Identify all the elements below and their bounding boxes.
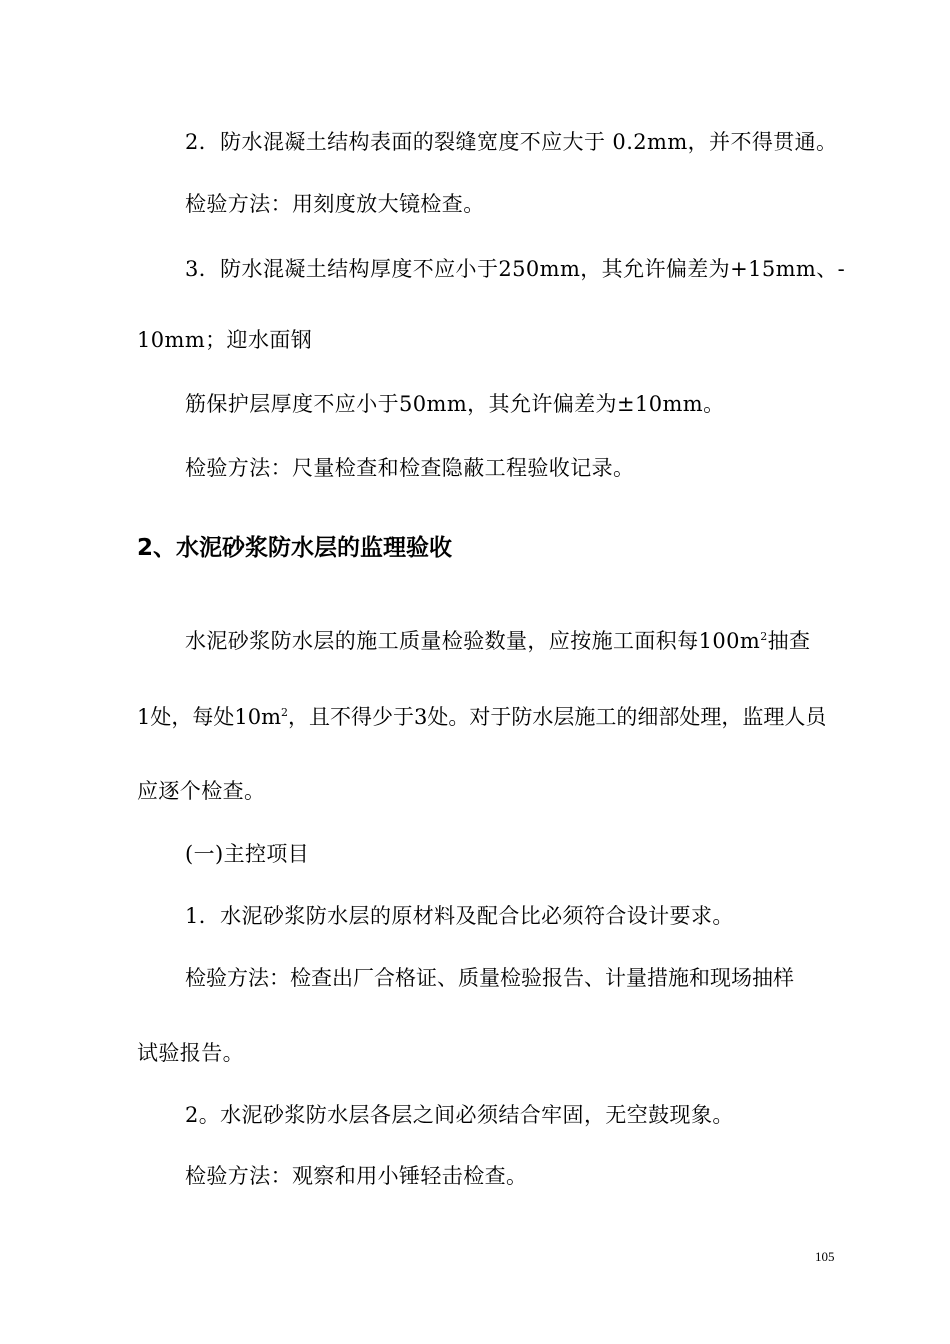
paragraph-text: 1处，每处10m — [137, 705, 281, 729]
text-line-inspection-method-hammer: 检验方法：观察和用小锤轻击检查。 — [185, 1164, 528, 1188]
text-line-layer-bonding: 2。水泥砂浆防水层各层之间必须结合牢固，无空鼓现象。 — [185, 1103, 734, 1127]
paragraph-text: 水泥砂浆防水层的施工质量检验数量，应按施工面积每100m — [185, 629, 761, 653]
text-line-inspection-method-magnifier: 检验方法：用刻度放大镜检查。 — [185, 192, 485, 216]
text-line-rebar-cover: 筋保护层厚度不应小于50mm，其允许偏差为±10mm。 — [185, 392, 725, 416]
text-line-test-report: 试验报告。 — [137, 1041, 244, 1065]
paragraph-line-quantity — [185, 628, 810, 654]
paragraph-line-sampling — [137, 704, 826, 730]
text-line-inspection-method-certificates: 检验方法：检查出厂合格证、质量检验报告、计量措施和现场抽样 — [185, 966, 794, 990]
text-line-materials: 1．水泥砂浆防水层的原材料及配合比必须符合设计要求。 — [185, 904, 734, 928]
paragraph-line-check-each: 应逐个检查。 — [137, 779, 266, 803]
text-line-crack-width: 2．防水混凝土结构表面的裂缝宽度不应大于 0.2mm，并不得贯通。 — [185, 130, 838, 154]
paragraph-text: 抽查 — [767, 629, 811, 653]
page-number: 105 — [815, 1249, 835, 1264]
subheading-main-items: (一)主控项目 — [185, 842, 310, 866]
section-heading: 2、水泥砂浆防水层的监理验收 — [137, 535, 453, 561]
superscript: 2 — [760, 630, 768, 643]
paragraph-text: ，且不得少于3处。对于防水层施工的细部处理，监理人员 — [288, 705, 827, 729]
text-line-structure-thickness: 3．防水混凝土结构厚度不应小于250mm，其允许偏差为+15mm、- — [185, 257, 846, 281]
text-line-inspection-method-measure: 检验方法：尺量检查和检查隐蔽工程验收记录。 — [185, 456, 635, 480]
text-line-tolerance-continuation: 10mm；迎水面钢 — [137, 328, 313, 352]
superscript: 2 — [281, 706, 288, 719]
